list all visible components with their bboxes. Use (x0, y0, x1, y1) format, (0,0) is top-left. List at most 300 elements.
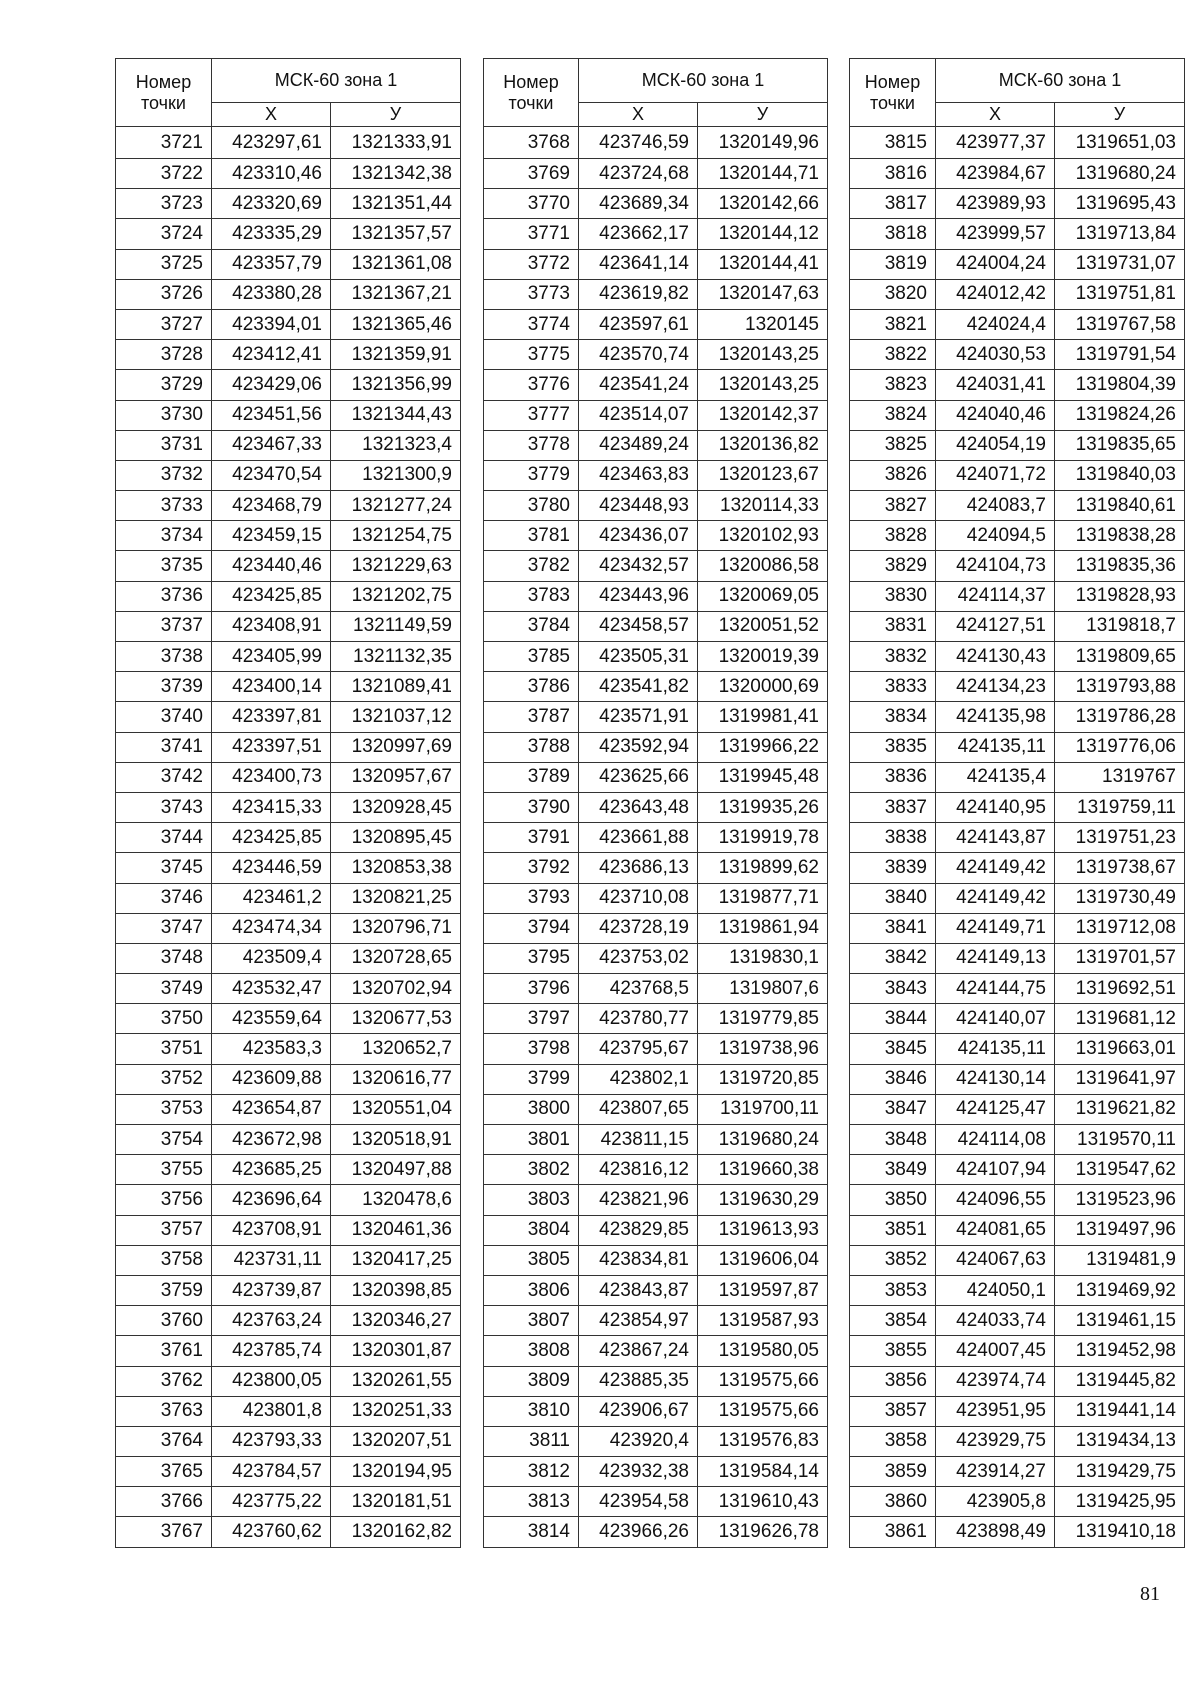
y-coordinate-cell: 1320069,05 (698, 581, 828, 611)
point-number-cell: 3853 (850, 1275, 936, 1305)
point-number-cell: 3735 (116, 551, 212, 581)
x-coordinate-cell: 424114,37 (936, 581, 1055, 611)
table-row (484, 823, 828, 853)
point-number-cell: 3825 (850, 430, 936, 460)
point-number-cell: 3846 (850, 1064, 936, 1094)
x-coordinate-cell: 423448,93 (579, 491, 698, 521)
y-coordinate-cell: 1319700,11 (698, 1094, 828, 1124)
table-row (484, 1094, 828, 1124)
x-coordinate-cell: 424030,53 (936, 340, 1055, 370)
point-number-cell: 3732 (116, 460, 212, 490)
point-number-cell: 3842 (850, 943, 936, 973)
point-number-cell: 3804 (484, 1215, 579, 1245)
coordinate-system-header: МСК-60 зона 1 (212, 59, 461, 103)
x-coordinate-cell: 423609,88 (212, 1064, 331, 1094)
x-coordinate-cell: 423739,87 (212, 1275, 331, 1305)
y-coordinate-cell: 1320518,91 (331, 1125, 461, 1155)
y-coordinate-cell: 1319751,23 (1055, 823, 1185, 853)
x-coordinate-cell: 423999,57 (936, 219, 1055, 249)
x-coordinate-cell: 423654,87 (212, 1094, 331, 1124)
point-number-cell: 3857 (850, 1396, 936, 1426)
x-coordinate-cell: 423854,97 (579, 1306, 698, 1336)
y-coordinate-cell: 1319575,66 (698, 1396, 828, 1426)
y-coordinate-cell: 1319587,93 (698, 1306, 828, 1336)
y-coordinate-cell: 1320398,85 (331, 1275, 461, 1305)
table-row (116, 581, 461, 611)
x-coordinate-cell: 424081,65 (936, 1215, 1055, 1245)
table-row (116, 249, 461, 279)
y-column-header: У (1055, 103, 1185, 127)
x-coordinate-cell: 424031,41 (936, 370, 1055, 400)
x-coordinate-cell: 423432,57 (579, 551, 698, 581)
table-row (850, 430, 1185, 460)
table-row (116, 159, 461, 189)
point-number-cell: 3794 (484, 913, 579, 943)
point-number-cell: 3766 (116, 1487, 212, 1517)
x-coordinate-cell: 424054,19 (936, 430, 1055, 460)
y-coordinate-cell: 1319751,81 (1055, 279, 1185, 309)
y-coordinate-cell: 1319497,96 (1055, 1215, 1185, 1245)
table-row (484, 309, 828, 339)
table-row (484, 792, 828, 822)
x-coordinate-cell: 423760,62 (212, 1517, 331, 1547)
y-coordinate-cell: 1320895,45 (331, 823, 461, 853)
point-number-cell: 3836 (850, 762, 936, 792)
y-coordinate-cell: 1320461,36 (331, 1215, 461, 1245)
y-coordinate-cell: 1320551,04 (331, 1094, 461, 1124)
x-coordinate-cell: 423470,54 (212, 460, 331, 490)
y-coordinate-cell: 1321342,38 (331, 159, 461, 189)
y-coordinate-cell: 1320728,65 (331, 943, 461, 973)
table-row (116, 853, 461, 883)
x-coordinate-cell: 423541,24 (579, 370, 698, 400)
x-coordinate-cell: 424140,07 (936, 1004, 1055, 1034)
y-coordinate-cell: 1320051,52 (698, 611, 828, 641)
y-coordinate-cell: 1321344,43 (331, 400, 461, 430)
point-number-cell: 3749 (116, 974, 212, 1004)
y-coordinate-cell: 1320142,66 (698, 189, 828, 219)
y-coordinate-cell: 1319523,96 (1055, 1185, 1185, 1215)
y-coordinate-cell: 1319626,78 (698, 1517, 828, 1547)
point-number-cell: 3751 (116, 1034, 212, 1064)
x-coordinate-cell: 423811,15 (579, 1125, 698, 1155)
point-number-cell: 3809 (484, 1366, 579, 1396)
x-coordinate-cell: 423597,61 (579, 309, 698, 339)
y-coordinate-cell: 1319429,75 (1055, 1457, 1185, 1487)
x-coordinate-cell: 423335,29 (212, 219, 331, 249)
y-coordinate-cell: 1321356,99 (331, 370, 461, 400)
x-coordinate-cell: 423989,93 (936, 189, 1055, 219)
point-number-cell: 3793 (484, 883, 579, 913)
table-row (484, 642, 828, 672)
table-row (116, 1457, 461, 1487)
x-coordinate-cell: 423468,79 (212, 491, 331, 521)
point-number-cell: 3802 (484, 1155, 579, 1185)
y-coordinate-cell: 1319838,28 (1055, 521, 1185, 551)
x-coordinate-cell: 424149,13 (936, 943, 1055, 973)
y-coordinate-cell: 1319410,18 (1055, 1517, 1185, 1547)
x-coordinate-cell: 423571,91 (579, 702, 698, 732)
y-coordinate-cell: 1319809,65 (1055, 642, 1185, 672)
table-row (484, 762, 828, 792)
y-coordinate-cell: 1319580,05 (698, 1336, 828, 1366)
x-coordinate-cell: 423625,66 (579, 762, 698, 792)
table-row (850, 792, 1185, 822)
table-row (484, 1426, 828, 1456)
point-number-cell: 3839 (850, 853, 936, 883)
table-row (116, 219, 461, 249)
point-number-cell: 3829 (850, 551, 936, 581)
x-coordinate-cell: 423400,73 (212, 762, 331, 792)
y-coordinate-cell: 1320957,67 (331, 762, 461, 792)
x-coordinate-cell: 423816,12 (579, 1155, 698, 1185)
point-number-cell: 3796 (484, 974, 579, 1004)
point-number-cell: 3722 (116, 159, 212, 189)
table-row (484, 1125, 828, 1155)
point-number-cell: 3736 (116, 581, 212, 611)
x-coordinate-cell: 423643,48 (579, 792, 698, 822)
x-coordinate-cell: 423929,75 (936, 1426, 1055, 1456)
y-coordinate-cell: 1319713,84 (1055, 219, 1185, 249)
point-number-cell: 3750 (116, 1004, 212, 1034)
x-coordinate-cell: 423898,49 (936, 1517, 1055, 1547)
table-row (116, 1215, 461, 1245)
point-number-cell: 3798 (484, 1034, 579, 1064)
x-coordinate-cell: 424143,87 (936, 823, 1055, 853)
y-coordinate-cell: 1321149,59 (331, 611, 461, 641)
x-coordinate-cell: 423425,85 (212, 581, 331, 611)
y-coordinate-cell: 1319966,22 (698, 732, 828, 762)
y-coordinate-cell: 1319630,29 (698, 1185, 828, 1215)
x-coordinate-cell: 423821,96 (579, 1185, 698, 1215)
point-number-cell: 3727 (116, 309, 212, 339)
y-coordinate-cell: 1321357,57 (331, 219, 461, 249)
y-coordinate-cell: 1320145 (698, 309, 828, 339)
point-number-cell: 3790 (484, 792, 579, 822)
y-coordinate-cell: 1320207,51 (331, 1426, 461, 1456)
y-coordinate-cell: 1321367,21 (331, 279, 461, 309)
y-coordinate-cell: 1319584,14 (698, 1457, 828, 1487)
point-number-cell: 3843 (850, 974, 936, 1004)
point-number-cell: 3840 (850, 883, 936, 913)
y-coordinate-cell: 1319877,71 (698, 883, 828, 913)
y-coordinate-cell: 1319651,03 (1055, 127, 1185, 159)
y-coordinate-cell: 1319935,26 (698, 792, 828, 822)
y-coordinate-cell: 1320652,7 (331, 1034, 461, 1064)
point-number-cell: 3726 (116, 279, 212, 309)
point-number-cell: 3725 (116, 249, 212, 279)
table-row (484, 581, 828, 611)
x-coordinate-cell: 423425,85 (212, 823, 331, 853)
y-coordinate-cell: 1321202,75 (331, 581, 461, 611)
y-coordinate-cell: 1320123,67 (698, 460, 828, 490)
x-coordinate-cell: 423867,24 (579, 1336, 698, 1366)
table-row (850, 883, 1185, 913)
table-row (116, 370, 461, 400)
point-number-cell: 3731 (116, 430, 212, 460)
table-row (850, 279, 1185, 309)
x-coordinate-cell: 423661,88 (579, 823, 698, 853)
point-number-cell: 3755 (116, 1155, 212, 1185)
table-row (850, 1275, 1185, 1305)
y-coordinate-cell: 1321333,91 (331, 127, 461, 159)
x-coordinate-cell: 423775,22 (212, 1487, 331, 1517)
y-coordinate-cell: 1319731,07 (1055, 249, 1185, 279)
x-coordinate-cell: 424033,74 (936, 1306, 1055, 1336)
table-row (116, 1306, 461, 1336)
x-coordinate-cell: 424135,98 (936, 702, 1055, 732)
point-number-cell: 3781 (484, 521, 579, 551)
y-coordinate-cell: 1319621,82 (1055, 1094, 1185, 1124)
point-number-cell: 3838 (850, 823, 936, 853)
y-coordinate-cell: 1319791,54 (1055, 340, 1185, 370)
y-coordinate-cell: 1319767,58 (1055, 309, 1185, 339)
point-number-cell: 3834 (850, 702, 936, 732)
table-row (850, 521, 1185, 551)
y-coordinate-cell: 1319610,43 (698, 1487, 828, 1517)
x-coordinate-cell: 424140,95 (936, 792, 1055, 822)
table-row (116, 400, 461, 430)
y-coordinate-cell: 1319606,04 (698, 1245, 828, 1275)
point-number-cell: 3779 (484, 460, 579, 490)
table-row (116, 611, 461, 641)
point-number-cell: 3832 (850, 642, 936, 672)
point-number-cell: 3837 (850, 792, 936, 822)
table-row (484, 127, 828, 159)
table-row (116, 1487, 461, 1517)
x-coordinate-cell: 423619,82 (579, 279, 698, 309)
x-coordinate-cell: 423802,1 (579, 1064, 698, 1094)
table-row (484, 249, 828, 279)
x-coordinate-cell: 423429,06 (212, 370, 331, 400)
x-coordinate-cell: 423914,27 (936, 1457, 1055, 1487)
x-coordinate-cell: 423405,99 (212, 642, 331, 672)
y-coordinate-cell: 1319919,78 (698, 823, 828, 853)
y-coordinate-cell: 1319840,61 (1055, 491, 1185, 521)
y-coordinate-cell: 1319818,7 (1055, 611, 1185, 641)
x-coordinate-cell: 423932,38 (579, 1457, 698, 1487)
y-coordinate-cell: 1320251,33 (331, 1396, 461, 1426)
x-coordinate-cell: 423843,87 (579, 1275, 698, 1305)
x-coordinate-cell: 423793,33 (212, 1426, 331, 1456)
y-coordinate-cell: 1319701,57 (1055, 943, 1185, 973)
y-coordinate-cell: 1319570,11 (1055, 1125, 1185, 1155)
table-row (116, 1004, 461, 1034)
point-number-cell: 3783 (484, 581, 579, 611)
table-row (484, 1306, 828, 1336)
x-coordinate-cell: 423641,14 (579, 249, 698, 279)
table-row (850, 642, 1185, 672)
x-coordinate-cell: 423440,46 (212, 551, 331, 581)
table-row (484, 491, 828, 521)
x-coordinate-cell: 423474,34 (212, 913, 331, 943)
y-coordinate-cell: 1319469,92 (1055, 1275, 1185, 1305)
point-number-cell: 3824 (850, 400, 936, 430)
table-row (850, 1306, 1185, 1336)
y-coordinate-cell: 1320796,71 (331, 913, 461, 943)
y-coordinate-cell: 1319434,13 (1055, 1426, 1185, 1456)
coordinates-table-3 (849, 58, 1185, 1548)
table-row (116, 1517, 461, 1547)
x-coordinate-cell: 423801,8 (212, 1396, 331, 1426)
y-coordinate-cell: 1319835,65 (1055, 430, 1185, 460)
y-coordinate-cell: 1320497,88 (331, 1155, 461, 1185)
x-coordinate-cell: 424114,08 (936, 1125, 1055, 1155)
table-row (484, 279, 828, 309)
x-coordinate-cell: 424040,46 (936, 400, 1055, 430)
y-coordinate-cell: 1320301,87 (331, 1336, 461, 1366)
point-number-cell: 3743 (116, 792, 212, 822)
y-coordinate-cell: 1319804,39 (1055, 370, 1185, 400)
point-number-cell: 3767 (116, 1517, 212, 1547)
table-row (484, 1275, 828, 1305)
y-coordinate-cell: 1320478,6 (331, 1185, 461, 1215)
point-number-cell: 3833 (850, 672, 936, 702)
point-number-cell: 3769 (484, 159, 579, 189)
table-row (484, 1004, 828, 1034)
x-coordinate-cell: 424104,73 (936, 551, 1055, 581)
point-number-cell: 3782 (484, 551, 579, 581)
x-coordinate-cell: 423834,81 (579, 1245, 698, 1275)
table-row (484, 974, 828, 1004)
point-number-cell: 3845 (850, 1034, 936, 1064)
y-coordinate-cell: 1319824,26 (1055, 400, 1185, 430)
point-number-cell: 3812 (484, 1457, 579, 1487)
x-coordinate-cell: 423570,74 (579, 340, 698, 370)
y-coordinate-cell: 1320194,95 (331, 1457, 461, 1487)
point-number-cell: 3744 (116, 823, 212, 853)
table-row (116, 1366, 461, 1396)
table-row (116, 279, 461, 309)
point-number-cell: 3728 (116, 340, 212, 370)
point-number-cell: 3733 (116, 491, 212, 521)
y-coordinate-cell: 1320417,25 (331, 1245, 461, 1275)
y-coordinate-cell: 1319597,87 (698, 1275, 828, 1305)
table-row (850, 400, 1185, 430)
table-row (116, 430, 461, 460)
point-number-cell: 3764 (116, 1426, 212, 1456)
x-coordinate-cell: 423689,34 (579, 189, 698, 219)
point-number-cell: 3810 (484, 1396, 579, 1426)
x-coordinate-cell: 423583,3 (212, 1034, 331, 1064)
point-number-cell: 3805 (484, 1245, 579, 1275)
table-row (116, 189, 461, 219)
y-coordinate-cell: 1319793,88 (1055, 672, 1185, 702)
y-coordinate-cell: 1320143,25 (698, 370, 828, 400)
point-number-cell: 3795 (484, 943, 579, 973)
table-row (484, 611, 828, 641)
x-coordinate-cell: 423966,26 (579, 1517, 698, 1547)
y-column-header: У (331, 103, 461, 127)
point-number-cell: 3815 (850, 127, 936, 159)
x-coordinate-cell: 423885,35 (579, 1366, 698, 1396)
table-row (850, 1094, 1185, 1124)
table-row (116, 1064, 461, 1094)
table-row (850, 672, 1185, 702)
table-row (116, 732, 461, 762)
y-coordinate-cell: 1319576,83 (698, 1426, 828, 1456)
y-coordinate-cell: 1320346,27 (331, 1306, 461, 1336)
y-coordinate-cell: 1319945,48 (698, 762, 828, 792)
x-coordinate-cell: 424134,23 (936, 672, 1055, 702)
x-coordinate-cell: 423436,07 (579, 521, 698, 551)
point-number-cell: 3850 (850, 1185, 936, 1215)
x-coordinate-cell: 424107,94 (936, 1155, 1055, 1185)
point-number-header: Номер точки (116, 59, 212, 127)
table-row (116, 309, 461, 339)
x-coordinate-cell: 423662,17 (579, 219, 698, 249)
x-coordinate-cell: 424149,42 (936, 853, 1055, 883)
x-coordinate-cell: 423509,4 (212, 943, 331, 973)
y-coordinate-cell: 1320144,71 (698, 159, 828, 189)
y-coordinate-cell: 1319663,01 (1055, 1034, 1185, 1064)
point-number-cell: 3775 (484, 340, 579, 370)
coordinates-table-2 (483, 58, 828, 1548)
x-coordinate-cell: 423489,24 (579, 430, 698, 460)
table-row (484, 943, 828, 973)
y-coordinate-cell: 1321323,4 (331, 430, 461, 460)
x-coordinate-cell: 424096,55 (936, 1185, 1055, 1215)
y-coordinate-cell: 1320144,41 (698, 249, 828, 279)
table-row (850, 1034, 1185, 1064)
x-column-header: Х (579, 103, 698, 127)
y-coordinate-cell: 1319861,94 (698, 913, 828, 943)
table-body (850, 127, 1185, 1548)
table-row (484, 1487, 828, 1517)
x-coordinate-cell: 424050,1 (936, 1275, 1055, 1305)
table-row (484, 1155, 828, 1185)
point-number-cell: 3758 (116, 1245, 212, 1275)
point-number-cell: 3740 (116, 702, 212, 732)
y-coordinate-cell: 1321365,46 (331, 309, 461, 339)
y-coordinate-cell: 1319899,62 (698, 853, 828, 883)
table-row (850, 611, 1185, 641)
y-coordinate-cell: 1321351,44 (331, 189, 461, 219)
point-number-cell: 3817 (850, 189, 936, 219)
x-coordinate-cell: 423672,98 (212, 1125, 331, 1155)
table-row (850, 491, 1185, 521)
y-coordinate-cell: 1321037,12 (331, 702, 461, 732)
y-coordinate-cell: 1319481,9 (1055, 1245, 1185, 1275)
y-coordinate-cell: 1320261,55 (331, 1366, 461, 1396)
x-column-header: Х (936, 103, 1055, 127)
table-row (116, 1426, 461, 1456)
point-number-cell: 3797 (484, 1004, 579, 1034)
point-number-cell: 3774 (484, 309, 579, 339)
point-number-cell: 3851 (850, 1215, 936, 1245)
x-coordinate-cell: 423829,85 (579, 1215, 698, 1245)
y-coordinate-cell: 1319613,93 (698, 1215, 828, 1245)
table-row (484, 702, 828, 732)
point-number-cell: 3763 (116, 1396, 212, 1426)
table-row (850, 340, 1185, 370)
point-number-cell: 3741 (116, 732, 212, 762)
point-number-header: Номер точки (484, 59, 579, 127)
x-coordinate-cell: 424135,11 (936, 732, 1055, 762)
table-row (850, 1366, 1185, 1396)
y-coordinate-cell: 1320997,69 (331, 732, 461, 762)
x-coordinate-cell: 423320,69 (212, 189, 331, 219)
point-number-cell: 3771 (484, 219, 579, 249)
y-coordinate-cell: 1319720,85 (698, 1064, 828, 1094)
x-coordinate-cell: 423780,77 (579, 1004, 698, 1034)
point-number-cell: 3738 (116, 642, 212, 672)
y-coordinate-cell: 1320702,94 (331, 974, 461, 1004)
table-row (116, 1125, 461, 1155)
table-row (484, 853, 828, 883)
point-number-cell: 3801 (484, 1125, 579, 1155)
x-coordinate-cell: 423974,74 (936, 1366, 1055, 1396)
